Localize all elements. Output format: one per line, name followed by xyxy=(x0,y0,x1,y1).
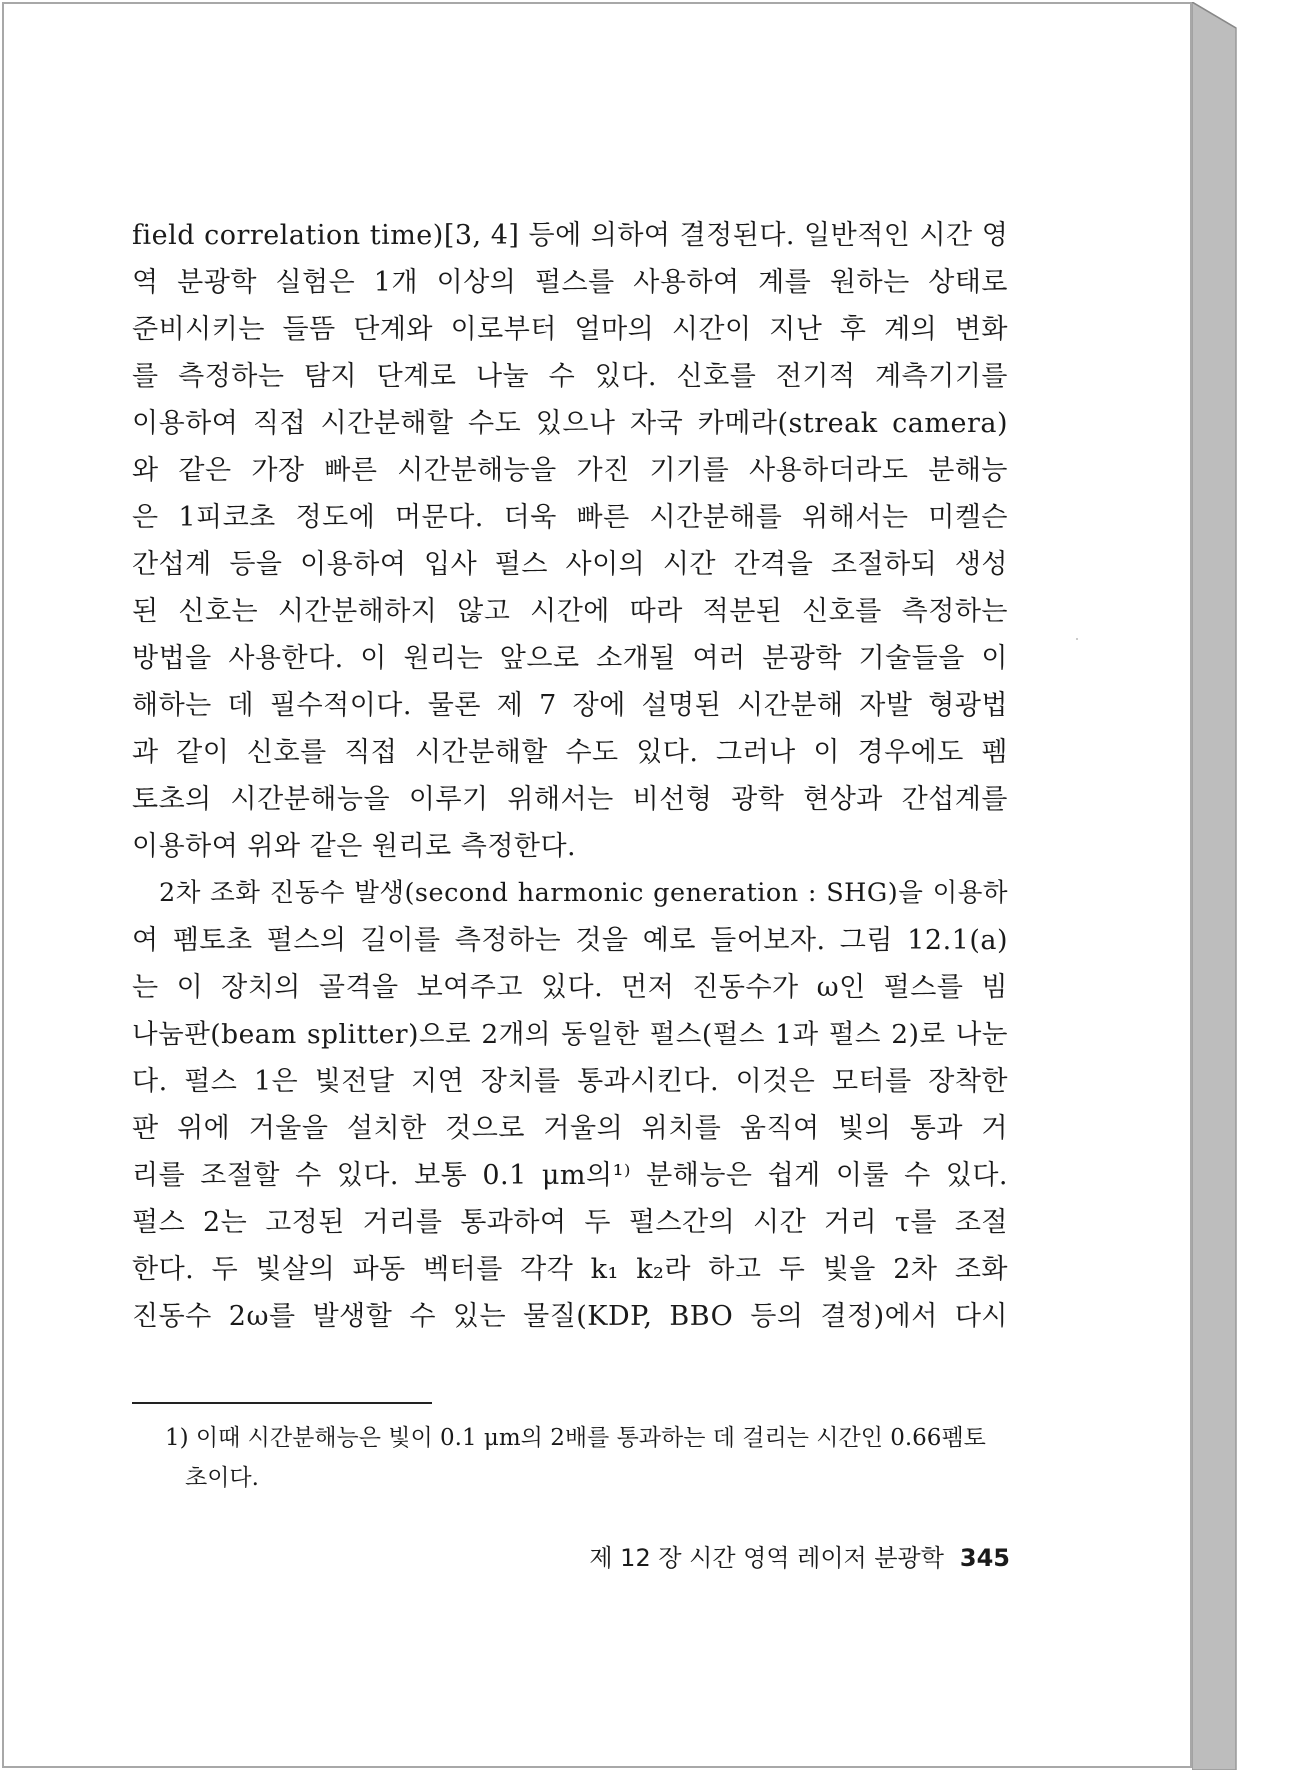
text-line: 이용하여 위와 같은 원리로 측정한다. xyxy=(132,831,577,862)
text-line: 역 분광학 실험은 1개 이상의 펄스를 사용하여 계를 원하는 상태로 xyxy=(132,267,1008,298)
text-line: 2차 조화 진동수 발생(second harmonic generation : SHG)을 이용하 xyxy=(159,878,1008,908)
text-line: 은 1피코초 정도에 머문다. 더욱 빠른 시간분해를 위해서는 미켈슨 xyxy=(132,502,1008,533)
paragraph-1 xyxy=(132,212,1008,870)
footnote xyxy=(165,1418,1010,1498)
page-stack-edge xyxy=(1192,2,1252,1770)
text-line: 는 이 장치의 골격을 보여주고 있다. 먼저 진동수가 ω인 펄스를 빔 xyxy=(132,972,1008,1003)
footnote-line: 1) 이때 시간분해능은 빛이 0.1 μm의 2배를 통과하는 데 걸리는 시간인 0.66펨토 xyxy=(165,1425,986,1451)
text-line: 방법을 사용한다. 이 원리는 앞으로 소개될 여러 분광학 기술들을 이 xyxy=(132,643,1008,674)
text-line: 리를 조절할 수 있다. 보통 0.1 μm의¹⁾ 분해능은 쉽게 이룰 수 있다. xyxy=(132,1160,1008,1191)
scan-speck xyxy=(1076,638,1078,640)
text-line: 된 신호는 시간분해하지 않고 시간에 따라 적분된 신호를 측정하는 xyxy=(132,596,1008,627)
footnote-divider xyxy=(132,1402,432,1404)
footnote-line: 초이다. xyxy=(185,1465,259,1491)
text-line: 펄스 2는 고정된 거리를 통과하여 두 펄스간의 시간 거리 τ를 조절 xyxy=(132,1207,1008,1238)
text-line: 진동수 2ω를 발생할 수 있는 물질(KDP, BBO 등의 결정)에서 다시 xyxy=(132,1301,1008,1332)
text-line: 를 측정하는 탐지 단계로 나눌 수 있다. 신호를 전기적 계측기기를 xyxy=(132,361,1008,392)
chapter-title: 제 12 장 시간 영역 레이저 분광학 xyxy=(589,1544,944,1572)
text-line: 다. 펄스 1은 빛전달 지연 장치를 통과시킨다. 이것은 모터를 장착한 xyxy=(132,1066,1008,1097)
text-line: 과 같이 신호를 직접 시간분해할 수도 있다. 그러나 이 경우에도 펨 xyxy=(132,737,1008,768)
text-line: 해하는 데 필수적이다. 물론 제 7 장에 설명된 시간분해 자발 형광법 xyxy=(132,690,1008,721)
text-line: 와 같은 가장 빠른 시간분해능을 가진 기기를 사용하더라도 분해능 xyxy=(132,455,1008,486)
text-line: 이용하여 직접 시간분해할 수도 있으나 자국 카메라(streak camera) xyxy=(132,408,1008,439)
text-line: 나눔판(beam splitter)으로 2개의 동일한 펄스(펄스 1과 펄스 2)로 나눈 xyxy=(132,1019,1008,1050)
paragraph-2 xyxy=(132,870,1008,1340)
page-number: 345 xyxy=(959,1544,1010,1572)
text-line: 토초의 시간분해능을 이루기 위해서는 비선형 광학 현상과 간섭계를 xyxy=(132,784,1008,815)
text-line: 판 위에 거울을 설치한 것으로 거울의 위치를 움직여 빛의 통과 거 xyxy=(132,1113,1008,1144)
text-line: 간섭계 등을 이용하여 입사 펄스 사이의 시간 간격을 조절하되 생성 xyxy=(132,549,1008,580)
text-line: 한다. 두 빛살의 파동 벡터를 각각 k₁ k₂라 하고 두 빛을 2차 조화 xyxy=(132,1254,1008,1285)
body-text xyxy=(132,212,1008,1340)
text-line: 여 펨토초 펄스의 길이를 측정하는 것을 예로 들어보자. 그림 12.1(a) xyxy=(132,925,1008,956)
text-line: field correlation time)[3, 4] 등에 의하여 결정된다. 일반적인 시간 영 xyxy=(132,220,1009,251)
running-footer xyxy=(570,1538,1010,1573)
text-line: 준비시키는 들뜸 단계와 이로부터 얼마의 시간이 지난 후 계의 변화 xyxy=(132,314,1008,345)
